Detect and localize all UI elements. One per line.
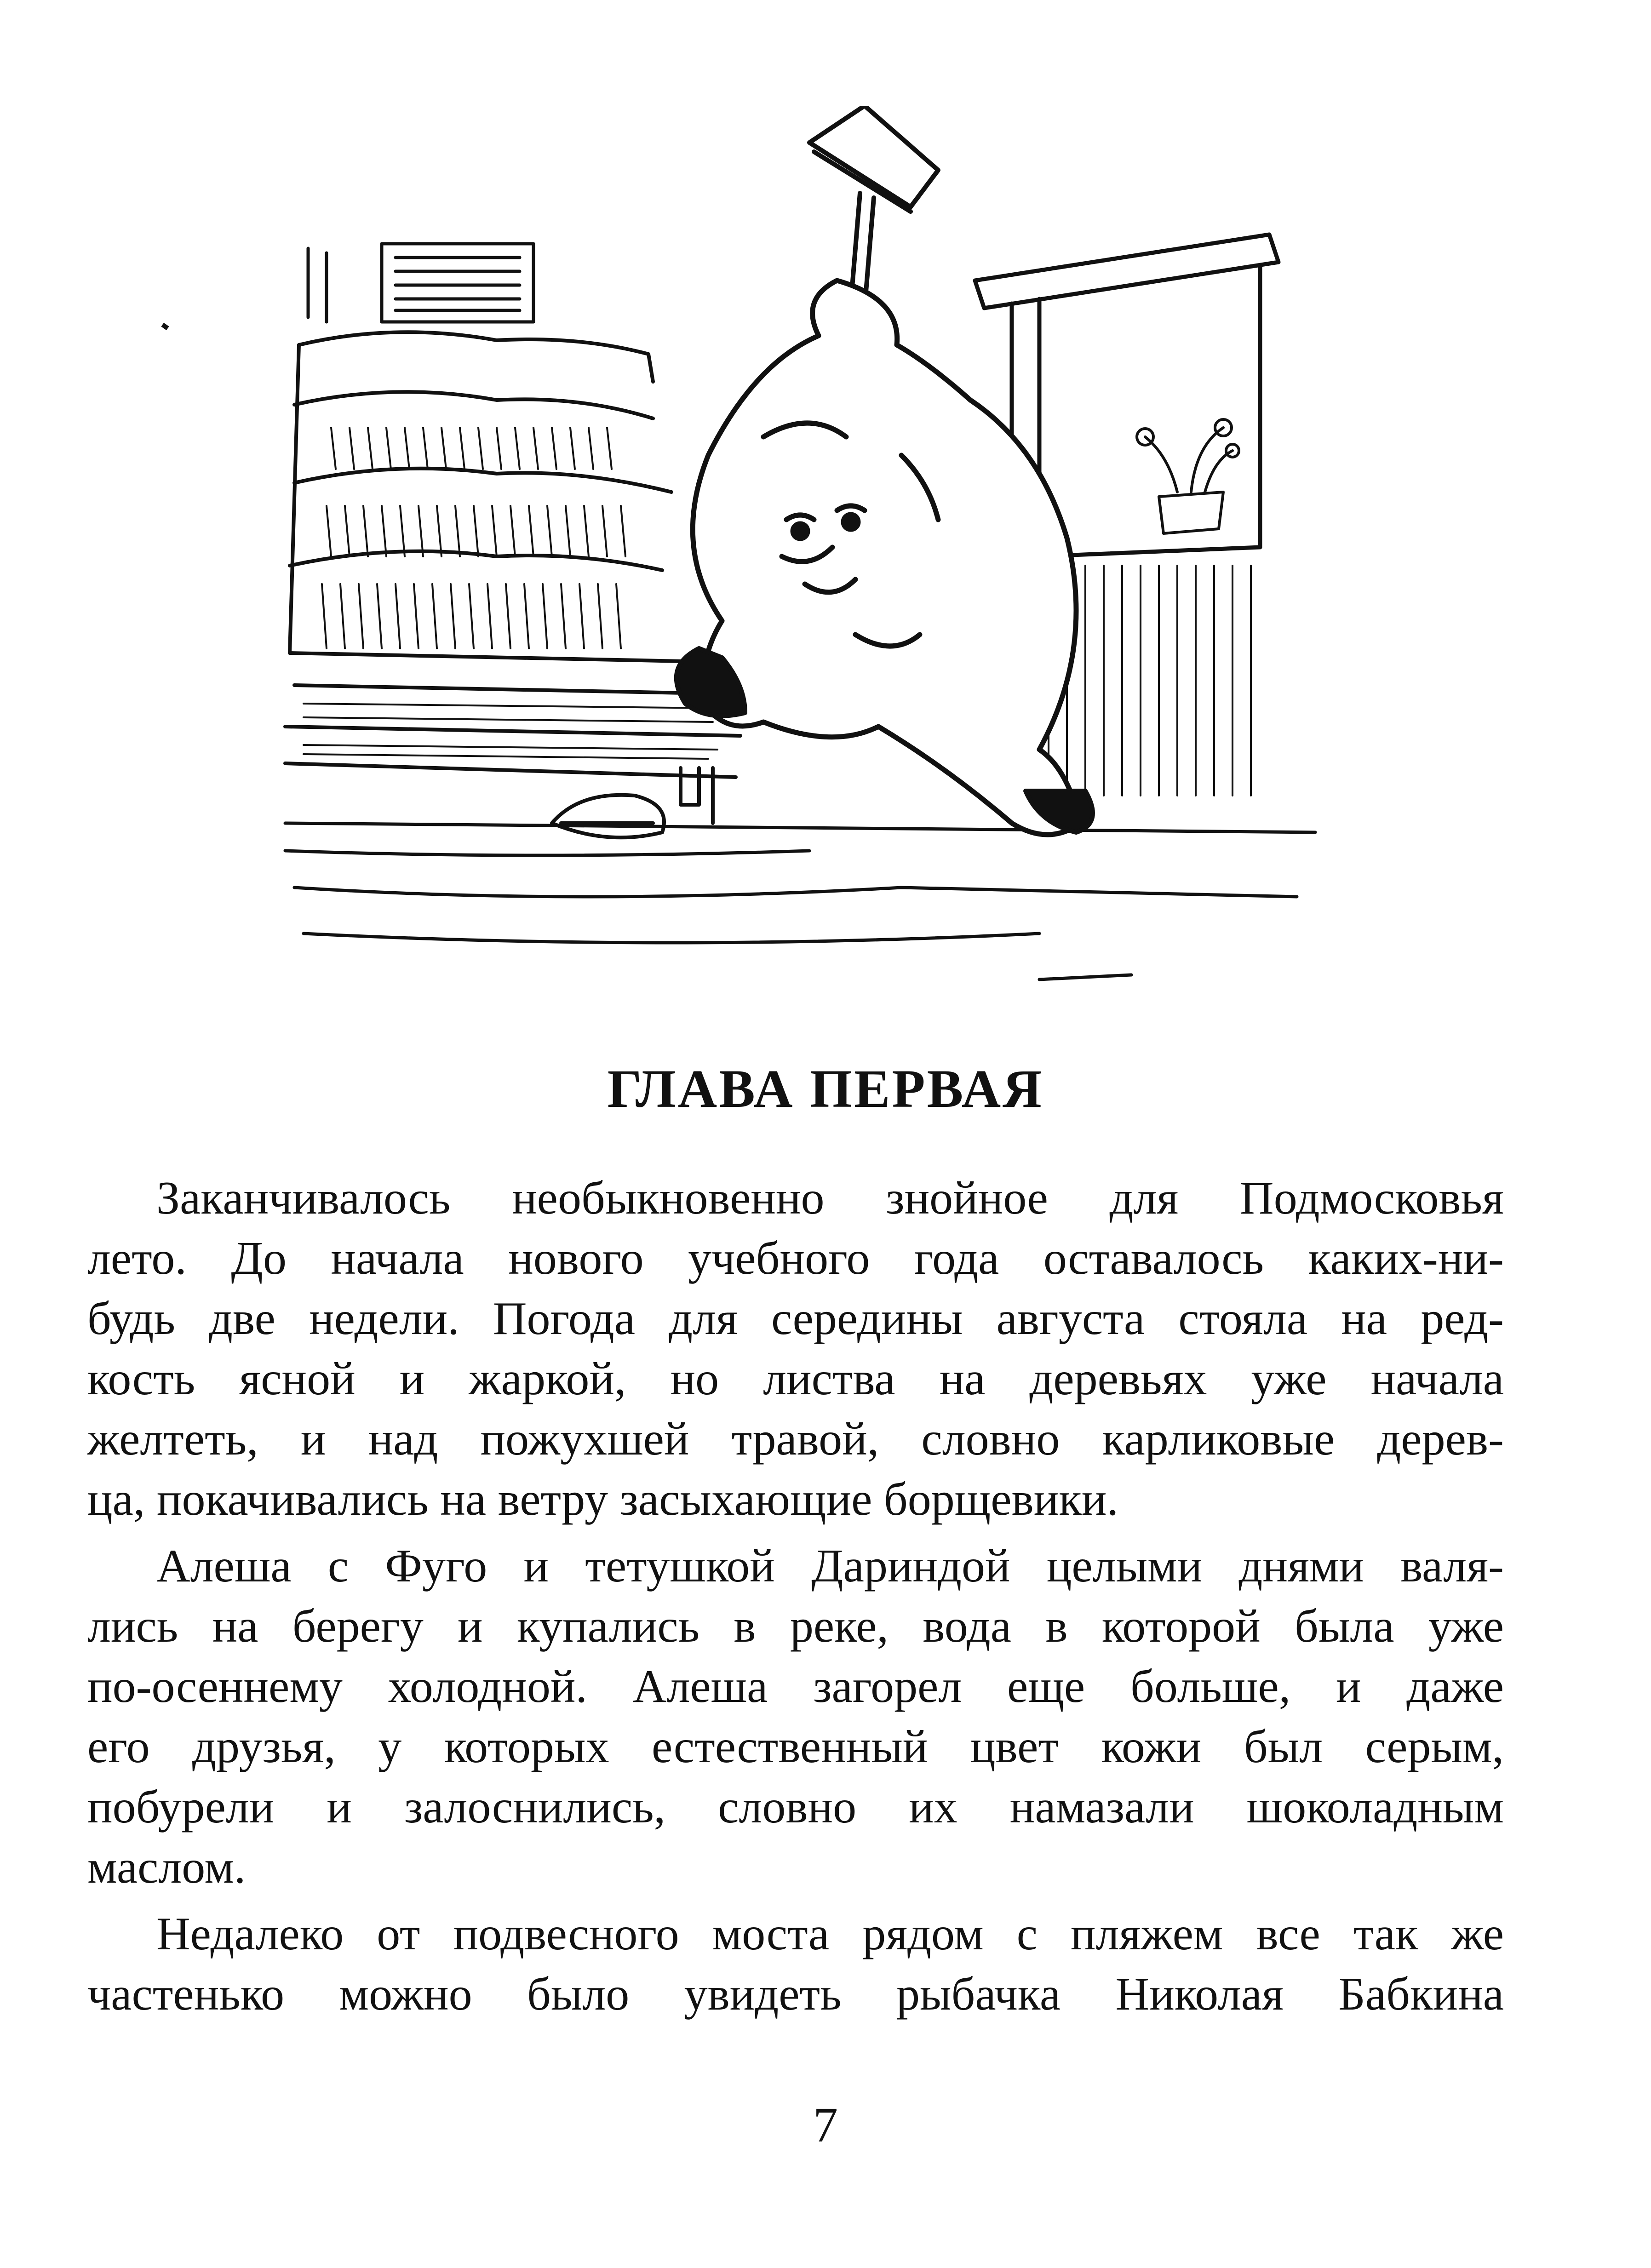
chapter-text [87, 1168, 1504, 2024]
text-line: частенько можно было увидеть рыбачка Николая Бабкина [87, 1968, 1504, 2020]
stray-ink-mark [161, 323, 169, 330]
stone [552, 795, 664, 838]
sofa-hatching [304, 428, 717, 759]
text-line: кость ясной и жаркой, но листва на деревьях уже начала [87, 1353, 1504, 1405]
text-line: лето. До начала нового учебного года оставалось каких-ни- [87, 1232, 1504, 1284]
wall-panel-hatching [1049, 566, 1251, 796]
hammer [809, 106, 938, 308]
text-line: Заканчивалось необыкновенно знойное для Подмосковья [156, 1172, 1504, 1224]
text-line: лись на берегу и купались в реке, вода в которой была уже [87, 1600, 1504, 1652]
chapter-title: ГЛАВА ПЕРВАЯ [607, 1059, 1044, 1119]
text-line: Недалеко от подвесного моста рядом с пляжем все так же [156, 1908, 1504, 1960]
floor [285, 823, 1315, 979]
text-line: будь две недели. Погода для середины августа стояла на ред- [87, 1293, 1504, 1345]
wall-vent [308, 244, 533, 322]
text-line: желтеть, и над пожухшей травой, словно карликовые дерев- [87, 1413, 1504, 1465]
flower-pot [1137, 419, 1239, 533]
chapter-illustration [258, 106, 1352, 1007]
sofa [285, 332, 754, 777]
text-line: по-осеннему холодной. Алеша загорел еще больше, и даже [87, 1661, 1504, 1712]
text-line: ца, покачивались на ветру засыхающие борщевики. [87, 1473, 1118, 1525]
creature [693, 281, 1081, 835]
text-line: Алеша с Фуго и тетушкой Дариндой целыми днями валя- [156, 1540, 1504, 1592]
page-number: 7 [813, 2098, 838, 2153]
text-line: его друзья, у которых естественный цвет кожи был серым, [87, 1721, 1504, 1773]
text-line: маслом. [87, 1841, 246, 1893]
text-line: побурели и залоснились, словно их намазали шоколадным [87, 1781, 1504, 1833]
